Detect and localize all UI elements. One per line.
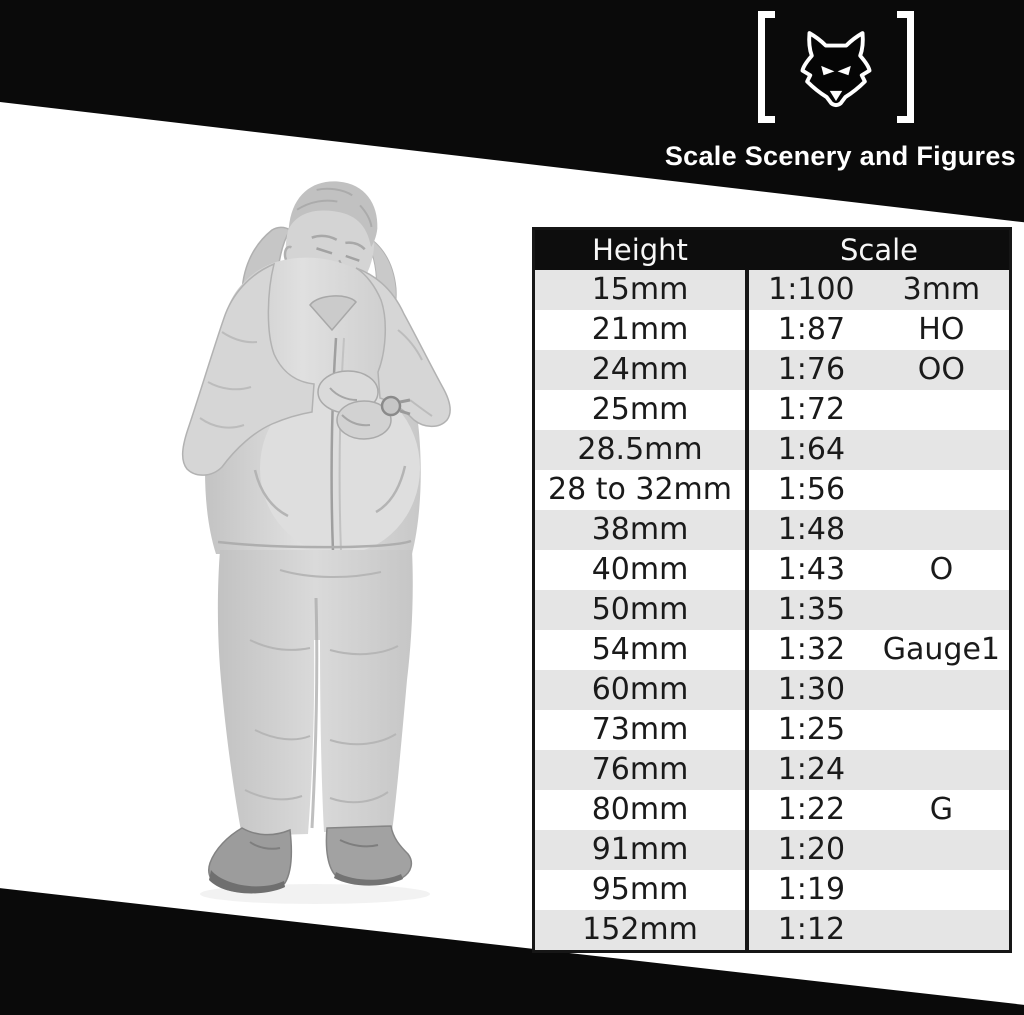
height-cell: 152mm (535, 910, 749, 950)
scale-gauge: G (929, 792, 954, 827)
scale-gauge (874, 430, 1009, 470)
scale-cell (749, 430, 1009, 470)
scale-cell (749, 390, 1009, 430)
scale-ratio: 1:76 (777, 352, 846, 387)
scale-ratio: 1:20 (777, 832, 846, 867)
scale-cell (749, 470, 1009, 510)
scale-cell (749, 310, 1009, 350)
scale-ratio: 1:35 (777, 592, 846, 627)
scale-ratio: 1:87 (777, 312, 846, 347)
height-cell: 28.5mm (535, 430, 749, 470)
brand-logo (758, 6, 914, 128)
scale-cell (749, 550, 1009, 590)
table-row (535, 870, 1009, 910)
table-row (535, 310, 1009, 350)
scale-conversion-table (532, 227, 1012, 953)
height-cell: 76mm (535, 750, 749, 790)
scale-cell (749, 350, 1009, 390)
scale-cell (749, 590, 1009, 630)
header-height: Height (535, 230, 749, 270)
header-scale: Scale (839, 233, 919, 267)
brand-title: Scale Scenery and Figures (664, 141, 1016, 171)
table-row (535, 550, 1009, 590)
scale-ratio: 1:30 (777, 672, 846, 707)
table-row (535, 510, 1009, 550)
scale-cell (749, 750, 1009, 790)
scale-ratio: 1:48 (777, 512, 846, 547)
table-body (535, 270, 1009, 950)
height-cell: 38mm (535, 510, 749, 550)
height-cell: 50mm (535, 590, 749, 630)
height-cell: 54mm (535, 630, 749, 670)
scale-gauge (874, 910, 1009, 950)
scale-cell (749, 670, 1009, 710)
scale-gauge (874, 750, 1009, 790)
table-row (535, 830, 1009, 870)
height-cell: 25mm (535, 390, 749, 430)
table-row (535, 910, 1009, 950)
scale-gauge: 3mm (902, 272, 981, 307)
height-cell: 40mm (535, 550, 749, 590)
wolf-head-icon (797, 25, 875, 113)
height-cell: 60mm (535, 670, 749, 710)
table-row (535, 750, 1009, 790)
table-row (535, 390, 1009, 430)
scale-cell (749, 510, 1009, 550)
scale-gauge (874, 470, 1009, 510)
table-row (535, 710, 1009, 750)
height-cell: 73mm (535, 710, 749, 750)
scale-gauge (874, 830, 1009, 870)
scale-cell (749, 270, 1009, 310)
height-cell: 91mm (535, 830, 749, 870)
table-row (535, 670, 1009, 710)
table-row (535, 790, 1009, 830)
height-cell: 95mm (535, 870, 749, 910)
scale-ratio: 1:64 (777, 432, 846, 467)
table-row (535, 270, 1009, 310)
height-cell: 80mm (535, 790, 749, 830)
scale-ratio: 1:72 (777, 392, 846, 427)
scale-gauge (874, 590, 1009, 630)
figure-image (160, 170, 520, 910)
scale-gauge (874, 510, 1009, 550)
table-row (535, 470, 1009, 510)
scale-ratio: 1:43 (777, 552, 846, 587)
height-cell: 24mm (535, 350, 749, 390)
scale-gauge (874, 870, 1009, 910)
scale-ratio: 1:100 (768, 272, 855, 307)
scale-cell (749, 630, 1009, 670)
scale-ratio: 1:25 (777, 712, 846, 747)
scale-ratio: 1:12 (777, 912, 846, 947)
scale-gauge: Gauge1 (882, 632, 1000, 667)
scale-gauge: OO (917, 352, 965, 387)
scale-cell (749, 910, 1009, 950)
scale-gauge (874, 390, 1009, 430)
scale-cell (749, 790, 1009, 830)
scale-gauge (874, 670, 1009, 710)
scale-ratio: 1:19 (777, 872, 846, 907)
scale-gauge: HO (918, 312, 965, 347)
scale-cell (749, 870, 1009, 910)
scale-ratio: 1:32 (777, 632, 846, 667)
scale-gauge: O (929, 552, 954, 587)
height-cell: 21mm (535, 310, 749, 350)
table-row (535, 430, 1009, 470)
table-row (535, 630, 1009, 670)
scale-ratio: 1:22 (777, 792, 846, 827)
scale-gauge (874, 710, 1009, 750)
scale-ratio: 1:24 (777, 752, 846, 787)
height-cell: 28 to 32mm (535, 470, 749, 510)
scale-ratio: 1:56 (777, 472, 846, 507)
scale-cell (749, 710, 1009, 750)
table-row (535, 350, 1009, 390)
table-row (535, 590, 1009, 630)
left-bracket-icon (758, 11, 775, 123)
right-bracket-icon (897, 11, 914, 123)
table-header-row (535, 230, 1009, 270)
scale-cell (749, 830, 1009, 870)
height-cell: 15mm (535, 270, 749, 310)
